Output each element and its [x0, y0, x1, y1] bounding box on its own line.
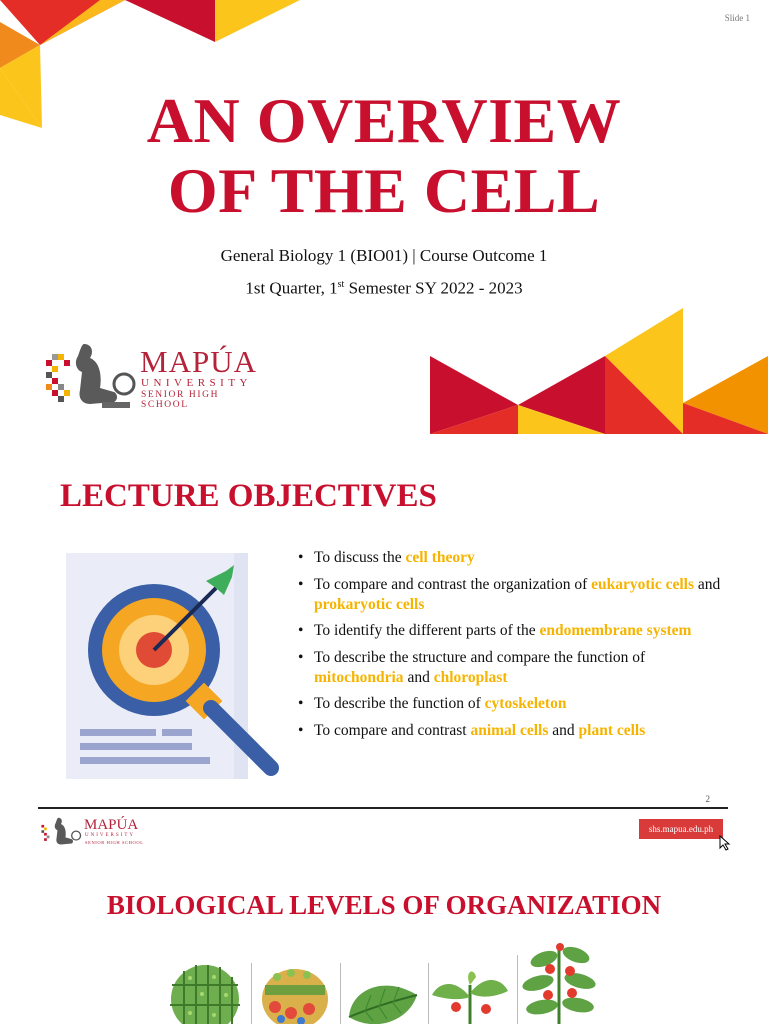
- objective-text: To describe the function of: [314, 695, 485, 712]
- objective-text: To discuss the: [314, 549, 406, 566]
- objective-highlight: prokaryotic cells: [314, 595, 425, 613]
- leaf-organ-image: [345, 977, 420, 1024]
- mapua-logo: [44, 340, 264, 412]
- objective-text: To identify the different parts of the: [314, 622, 540, 639]
- mouse-cursor-icon: [719, 835, 731, 851]
- levels-title: BIOLOGICAL LEVELS OF ORGANIZATION: [106, 890, 662, 920]
- course-line: General Biology 1 (BIO01) | Course Outcome 1: [220, 246, 548, 265]
- objective-highlight: cytoskeleton: [484, 695, 567, 712]
- slide-subtitle: [0, 241, 768, 303]
- slide-2: [0, 440, 768, 855]
- footer-mapua-shs: SENIOR HIGH SCHOOL: [85, 840, 144, 845]
- title-line-2: OF THE CELL: [167, 155, 601, 226]
- slide-title: [0, 86, 768, 226]
- mapua-emblem-icon: [44, 340, 136, 412]
- plant-image: [430, 967, 510, 1024]
- footer-divider: [38, 807, 728, 809]
- objective-highlight: animal cells: [470, 721, 549, 739]
- objective-highlight: eukaryotic cells: [591, 575, 694, 593]
- objective-text: To compare and contrast: [314, 721, 471, 739]
- separator-line: [517, 955, 518, 1024]
- objectives-title: LECTURE OBJECTIVES: [60, 478, 437, 514]
- objective-item: [298, 648, 738, 688]
- mapua-university: UNIVERSITY: [141, 377, 252, 389]
- objectives-list: [298, 548, 738, 747]
- slide-number-label: Slide 1: [724, 13, 750, 23]
- page-number: 2: [705, 794, 710, 804]
- objective-highlight: mitochondria: [314, 668, 404, 686]
- fruiting-plant-image: [520, 941, 598, 1024]
- mapua-footer-logo: [40, 816, 150, 848]
- corner-decoration-bottom-right: [430, 308, 768, 434]
- mapua-name: MAPÚA: [140, 344, 257, 379]
- separator-line: [340, 963, 341, 1024]
- semester-sup: st: [337, 279, 345, 290]
- footer-mapua-university: UNIVERSITY: [85, 833, 135, 838]
- mapua-shs: SENIOR HIGH SCHOOL: [141, 390, 220, 410]
- separator-line: [251, 963, 252, 1024]
- cells-image: [170, 963, 240, 1024]
- objective-text: To describe the structure and compare the function of: [314, 648, 646, 666]
- separator-line: [428, 963, 429, 1024]
- footer-mapua-name: MAPÚA: [84, 817, 139, 833]
- objective-highlight: chloroplast: [433, 668, 508, 686]
- objective-text: To compare and contrast the organization of: [314, 575, 592, 593]
- mapua-emblem-small-icon: [40, 816, 82, 848]
- semester-text-2: Semester SY 2022 - 2023: [344, 278, 523, 298]
- objective-connector: and: [548, 721, 579, 739]
- target-magnifier-illustration: [66, 553, 286, 783]
- slide-3: [0, 855, 768, 1024]
- objective-highlight: cell theory: [405, 549, 475, 566]
- objective-item: [298, 694, 738, 714]
- tissue-image: [261, 965, 329, 1024]
- objective-item: [298, 548, 738, 568]
- objective-item: [298, 621, 738, 641]
- semester-text-1: 1st Quarter, 1: [245, 278, 338, 298]
- objective-connector: and: [694, 575, 721, 593]
- objective-highlight: plant cells: [578, 721, 646, 739]
- title-line-1: AN OVERVIEW: [146, 85, 622, 156]
- objective-connector: and: [403, 668, 434, 686]
- objective-item: [298, 721, 738, 741]
- slide-1: [0, 0, 768, 440]
- website-link[interactable]: shs.mapua.edu.ph: [639, 819, 723, 839]
- semester-line: [0, 270, 768, 303]
- objective-item: [298, 575, 738, 615]
- objective-highlight: endomembrane system: [539, 622, 692, 639]
